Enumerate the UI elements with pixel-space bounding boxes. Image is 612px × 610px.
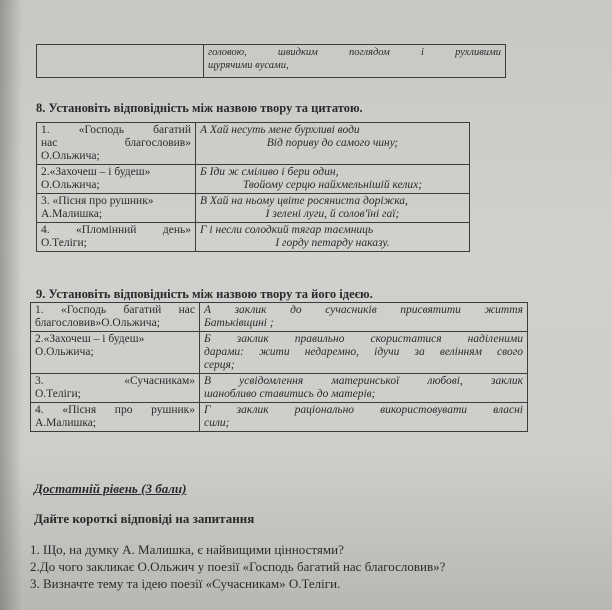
question-line: 3. Визначте тему та ідею поезії «Сучасникам» О.Теліги. (30, 576, 341, 591)
table-row (37, 223, 470, 252)
q9-left-cell: 3. «Сучасникам» О.Теліги; (31, 374, 200, 403)
question-9-table (30, 302, 528, 432)
q8-right-cell: В Хай на ньому цвіте росяниста доріжка, І зелені луги, й солов'їні гаї; (196, 194, 470, 223)
q9-left-cell: 2.«Захочеш – і будеш» О.Ольжича; (31, 332, 200, 374)
table-row (31, 303, 528, 332)
q9-left-cell: 1. «Господь багатий нас благословив»О.Ольжича; (31, 303, 200, 332)
q8-right-cell: Б Іди ж сміливо і бери один, Твойому серцю найхмельнішій келих; (196, 165, 470, 194)
q9-right-cell: А заклик до сучасників присвятити життя Батьківщині ; (200, 303, 528, 332)
q8-left-cell: 1. «Господь багатий нас благословив» О.Ольжича; (37, 123, 196, 165)
q8-left-cell: 3. «Пісня про рушник» А.Малишка; (37, 194, 196, 223)
table-row (37, 123, 470, 165)
q9-left-cell: 4. «Пісня про рушник» А.Малишка; (31, 403, 200, 432)
q9-right-cell: Б заклик правильно скористатися наділеними дарами: жити недаремно, ідучи за велінням свого серця; (200, 332, 528, 374)
q8-right-cell: А Хай несуть мене бурхливі води Від пориву до самого чину; (196, 123, 470, 165)
q8-right-cell: Г і несли солодкий тягар таємниць І горду петарду наказу. (196, 223, 470, 252)
previous-task-text: головою, швидким поглядом і рухливими щурячими вусами, (204, 45, 506, 78)
question-8-title: 8. Установіть відповідність між назвою твору та цитатою. (36, 101, 363, 115)
question-line: 1. Що, на думку А. Малишка, є найвищими цінностями? (30, 542, 344, 557)
previous-task-table (36, 44, 506, 78)
q8-left-cell: 2.«Захочеш – і будеш» О.Ольжича; (37, 165, 196, 194)
table-row (37, 165, 470, 194)
table-row (31, 374, 528, 403)
question-9-title: 9. Установіть відповідність між назвою твору та його ідеєю. (36, 287, 373, 301)
empty-answer-cell (37, 45, 204, 78)
level-heading: Достатній рівень (3 бали) (34, 481, 187, 496)
question-8-table (36, 122, 470, 252)
question-line: 2.До чого закликає О.Ольжич у поезії «Господь багатий нас благословив»? (30, 559, 446, 574)
q9-right-cell: Г заклик раціонально використовувати власні сили; (200, 403, 528, 432)
page-shadow (0, 0, 22, 610)
section-subheading: Дайте короткі відповіді на запитання (34, 511, 255, 526)
q9-right-cell: В усвідомлення материнської любові, заклик шанобливо ставитись до матерів; (200, 374, 528, 403)
table-row (37, 194, 470, 223)
table-row (31, 403, 528, 432)
q8-left-cell: 4. «Пломінний день» О.Теліги; (37, 223, 196, 252)
table-row (31, 332, 528, 374)
